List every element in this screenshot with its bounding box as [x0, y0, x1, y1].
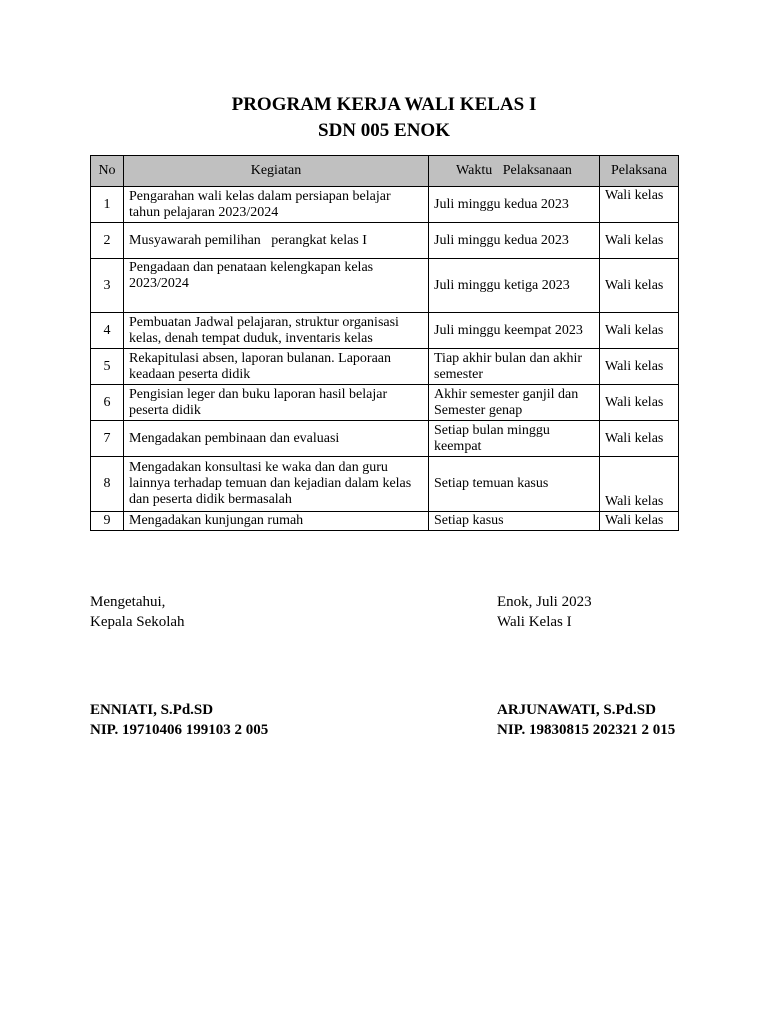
row-kegiatan: Mengadakan pembinaan dan evaluasi	[124, 421, 429, 457]
row-number: 5	[91, 349, 124, 385]
signature-left	[90, 592, 185, 632]
row-pelaksana: Wali kelas	[600, 259, 679, 313]
row-waktu: Setiap bulan minggu keempat	[429, 421, 600, 457]
signature-left-name-block	[90, 700, 268, 740]
table-header-row	[91, 156, 679, 187]
row-pelaksana: Wali kelas	[600, 187, 679, 223]
row-waktu: Juli minggu ketiga 2023	[429, 259, 600, 313]
school-name: SDN 005 ENOK	[318, 120, 450, 141]
table-row	[91, 457, 679, 512]
header-waktu: Waktu Pelaksanaan	[429, 156, 600, 187]
row-pelaksana: Wali kelas	[600, 223, 679, 259]
row-number: 9	[91, 512, 124, 531]
row-kegiatan: Rekapitulasi absen, laporan bulanan. Laporaan keadaan peserta didik	[124, 349, 429, 385]
row-number: 7	[91, 421, 124, 457]
row-kegiatan: Pembuatan Jadwal pelajaran, struktur organisasi kelas, denah tempat duduk, inventaris kelas	[124, 313, 429, 349]
row-waktu: Juli minggu kedua 2023	[429, 187, 600, 223]
table-row	[91, 259, 679, 313]
place-date: Enok, Juli 2023	[497, 594, 592, 610]
row-waktu: Setiap kasus	[429, 512, 600, 531]
row-pelaksana: Wali kelas	[600, 313, 679, 349]
row-number: 3	[91, 259, 124, 313]
row-waktu: Tiap akhir bulan dan akhir semester	[429, 349, 600, 385]
principal-title: Kepala Sekolah	[90, 614, 185, 630]
row-kegiatan: Pengisian leger dan buku laporan hasil belajar peserta didik	[124, 385, 429, 421]
table-row	[91, 349, 679, 385]
row-number: 2	[91, 223, 124, 259]
signature-right-name-block	[497, 700, 675, 740]
table-row	[91, 313, 679, 349]
header-no: No	[91, 156, 124, 187]
table-row	[91, 385, 679, 421]
work-program-table	[90, 155, 679, 531]
row-number: 4	[91, 313, 124, 349]
acknowledged-label: Mengetahui,	[90, 594, 166, 610]
row-pelaksana: Wali kelas	[600, 349, 679, 385]
document-title: PROGRAM KERJA WALI KELAS I	[231, 94, 537, 115]
table-row	[91, 512, 679, 531]
row-number: 6	[91, 385, 124, 421]
table-row	[91, 223, 679, 259]
row-kegiatan: Mengadakan konsultasi ke waka dan dan guru lainnya terhadap temuan dan kejadian dalam kelas dan peserta didik bermasalah	[124, 457, 429, 512]
row-pelaksana: Wali kelas	[600, 385, 679, 421]
principal-name: ENNIATI, S.Pd.SD	[90, 702, 214, 718]
table-row	[91, 421, 679, 457]
row-pelaksana: Wali kelas	[600, 421, 679, 457]
header-kegiatan: Kegiatan	[124, 156, 429, 187]
principal-nip: NIP. 19710406 199103 2 005	[90, 722, 269, 738]
homeroom-title: Wali Kelas I	[497, 614, 572, 630]
row-number: 8	[91, 457, 124, 512]
row-waktu: Juli minggu keempat 2023	[429, 313, 600, 349]
row-waktu: Juli minggu kedua 2023	[429, 223, 600, 259]
homeroom-teacher-name: ARJUNAWATI, S.Pd.SD	[497, 702, 656, 718]
signature-right	[497, 592, 592, 632]
row-kegiatan: Musyawarah pemilihan perangkat kelas I	[124, 223, 429, 259]
row-waktu: Setiap temuan kasus	[429, 457, 600, 512]
row-kegiatan: Mengadakan kunjungan rumah	[124, 512, 429, 531]
table-row	[91, 187, 679, 223]
row-waktu: Akhir semester ganjil dan Semester genap	[429, 385, 600, 421]
row-kegiatan: Pengarahan wali kelas dalam persiapan belajar tahun pelajaran 2023/2024	[124, 187, 429, 223]
header-pelaksana: Pelaksana	[600, 156, 679, 187]
row-pelaksana: Wali kelas	[600, 457, 679, 512]
row-pelaksana: Wali kelas	[600, 512, 679, 531]
row-number: 1	[91, 187, 124, 223]
homeroom-teacher-nip: NIP. 19830815 202321 2 015	[497, 722, 676, 738]
row-kegiatan: Pengadaan dan penataan kelengkapan kelas 2023/2024	[124, 259, 429, 313]
